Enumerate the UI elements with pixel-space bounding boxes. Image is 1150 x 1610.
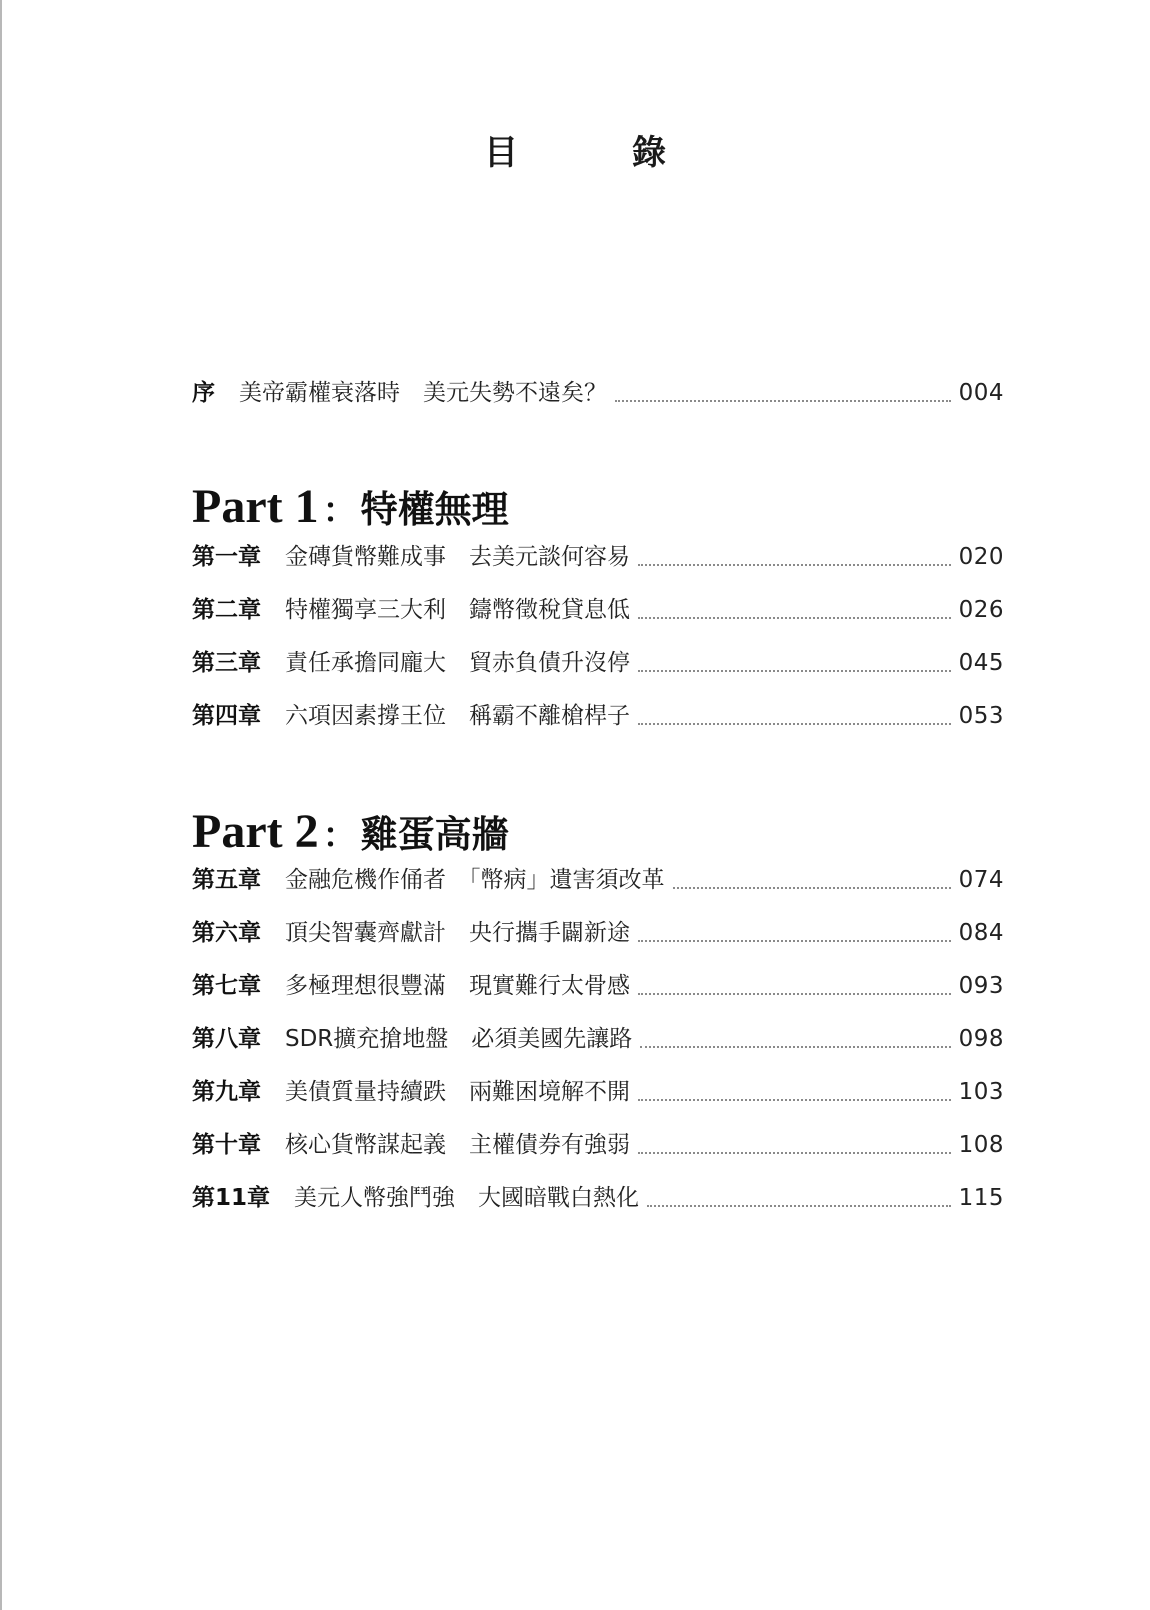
part-label: Part 2 (192, 805, 319, 858)
dot-leader (638, 616, 951, 619)
entry-label: 第六章 (192, 920, 261, 946)
dot-leader (640, 1045, 950, 1048)
part-name: 特權無理 (360, 487, 509, 531)
dot-leader (638, 1151, 951, 1154)
toc-entry-chapter[interactable] (192, 1075, 1004, 1109)
entry-page-number: 098 (958, 1026, 1004, 1052)
toc-entry-chapter[interactable] (192, 863, 1004, 897)
page-title: 目 錄 (484, 133, 706, 173)
part-separator: ： (322, 816, 357, 856)
toc-entry-chapter[interactable] (192, 1022, 1004, 1056)
entry-page-number: 053 (958, 703, 1004, 729)
entry-page-number: 045 (958, 650, 1004, 676)
entry-title: 美元人幣強鬥強 大國暗戰白熱化 (294, 1185, 640, 1211)
entry-label: 序 (192, 380, 215, 406)
entry-title: 金融危機作俑者 「幣病」遺害須改革 (285, 867, 665, 893)
toc-entry-chapter[interactable] (192, 540, 1004, 574)
toc-entry-chapter[interactable] (192, 916, 1004, 950)
entry-title: 六項因素撐王位 稱霸不離槍桿子 (285, 703, 630, 729)
dot-leader (638, 669, 951, 672)
entry-title: 頂尖智囊齊獻計 央行攜手闢新途 (285, 920, 630, 946)
toc-entry-chapter[interactable] (192, 1128, 1004, 1162)
toc-entry-chapter[interactable] (192, 969, 1004, 1003)
dot-leader (638, 722, 951, 725)
toc-entry-chapter[interactable] (192, 699, 1004, 733)
entry-label: 第七章 (192, 973, 261, 999)
entry-label: 第四章 (192, 703, 261, 729)
entry-title: 多極理想很豐滿 現實難行太骨感 (285, 973, 630, 999)
entry-page-number: 026 (958, 597, 1004, 623)
entry-page-number: 084 (958, 920, 1004, 946)
dot-leader (638, 563, 951, 566)
entry-label: 第九章 (192, 1079, 261, 1105)
part-label: Part 1 (192, 480, 319, 533)
part-heading (192, 805, 509, 866)
entry-title: 美帝霸權衰落時 美元失勢不遠矣？ (239, 380, 607, 406)
entry-title: 責任承擔同龐大 貿赤負債升沒停 (285, 650, 630, 676)
part-heading (192, 480, 509, 541)
dot-leader (638, 1098, 951, 1101)
entry-page-number: 115 (958, 1185, 1004, 1211)
entry-title: 美債質量持續跌 兩難困境解不開 (285, 1079, 630, 1105)
dot-leader (615, 399, 951, 402)
dot-leader (638, 992, 951, 995)
entry-page-number: 093 (958, 973, 1004, 999)
entry-title: 特權獨享三大利 鑄幣徵稅貸息低 (285, 597, 630, 623)
toc-entry-chapter[interactable] (192, 593, 1004, 627)
dot-leader (647, 1204, 951, 1207)
dot-leader (673, 886, 951, 889)
entry-page-number: 108 (958, 1132, 1004, 1158)
entry-title: 核心貨幣謀起義 主權債券有強弱 (285, 1132, 630, 1158)
toc-entry-preface[interactable] (192, 376, 1004, 410)
entry-label: 第一章 (192, 544, 261, 570)
page-edge (0, 0, 2, 1610)
entry-title: SDR擴充搶地盤 必須美國先讓路 (285, 1026, 633, 1052)
dot-leader (638, 939, 951, 942)
entry-page-number: 074 (958, 867, 1004, 893)
part-name: 雞蛋高牆 (360, 812, 509, 856)
entry-label: 第三章 (192, 650, 261, 676)
entry-page-number: 020 (958, 544, 1004, 570)
entry-label: 第二章 (192, 597, 261, 623)
entry-title: 金磚貨幣難成事 去美元談何容易 (285, 544, 630, 570)
entry-page-number: 004 (958, 380, 1004, 406)
entry-label: 第十章 (192, 1132, 261, 1158)
part-separator: ： (322, 491, 357, 531)
entry-page-number: 103 (958, 1079, 1004, 1105)
toc-entry-chapter[interactable] (192, 1181, 1004, 1215)
entry-label: 第五章 (192, 867, 261, 893)
toc-entry-chapter[interactable] (192, 646, 1004, 680)
entry-label: 第11章 (192, 1185, 271, 1211)
entry-label: 第八章 (192, 1026, 261, 1052)
